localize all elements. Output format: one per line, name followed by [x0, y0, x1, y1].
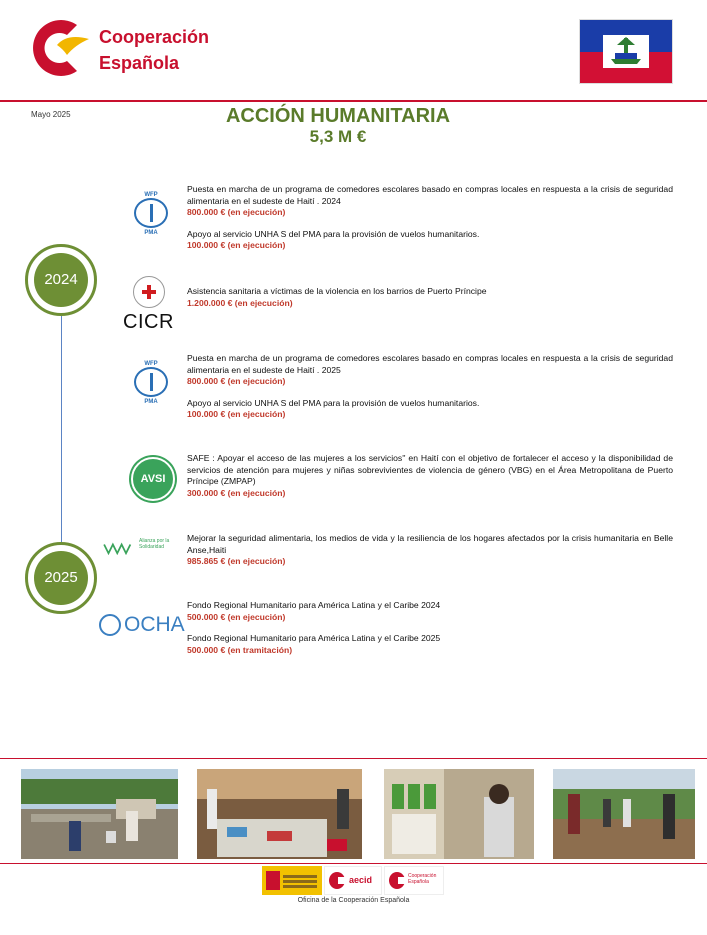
- brand-line-1: Cooperación: [99, 27, 210, 47]
- photos-divider-top: [0, 758, 707, 759]
- field-photo-meeting: [197, 769, 362, 859]
- gobierno-espana-logo-icon: [262, 866, 322, 895]
- timeline-year-2025: [25, 542, 97, 614]
- project-amount: 800.000 € (en ejecución): [187, 207, 286, 217]
- wfp-pma-logo-icon: WFP PMA: [132, 192, 170, 238]
- project-description: Asistencia sanitaria a víctimas de la violencia en los barrios de Puerto Príncipe: [187, 286, 487, 296]
- project-description: SAFE : Apoyar el acceso de las mujeres a los servicios'' en Haití con el objetivo de fortalecer el acceso y la disponibilidad de servicios de atención para mujeres y niñas sobrevivientes de violencia de género (VBG) en el Área Metropolitana de Puerto Príncipe (ZMPAP): [187, 453, 673, 486]
- aecid-logo-icon: aecid: [324, 866, 382, 895]
- header-divider: [0, 100, 707, 102]
- total-amount: 5,3 M €: [309, 127, 367, 146]
- project-amount: 800.000 € (en ejecución): [187, 376, 286, 386]
- project-description: Apoyo al servicio UNHA S del PMA para la provisión de vuelos humanitarios.: [187, 397, 480, 408]
- project-entry-cicr: [187, 286, 673, 309]
- year-label: 2024: [34, 253, 88, 307]
- avsi-logo-icon: AVSI: [131, 457, 175, 501]
- wfp-pma-logo-icon: WFP PMA: [132, 361, 170, 407]
- project-description: Fondo Regional Humanitario para América Latina y el Caribe 2024: [187, 600, 441, 610]
- project-description: Puesta en marcha de un programa de comedores escolares basado en compras locales en respuesta a la crisis de seguridad alimentaria en el sudeste de Haití . 2024: [187, 184, 673, 206]
- project-amount: 100.000 € (en ejecución): [187, 409, 286, 419]
- alianza-solidaridad-logo-icon: Alianza por la Solidaridad: [101, 537, 175, 559]
- project-entry-wfp-2025: [187, 353, 673, 421]
- project-amount: 500.000 € (en tramitación): [187, 644, 293, 655]
- project-description: Mejorar la seguridad alimentaria, los medios de vida y la resiliencia de los hogares afectados por la crisis humanitaria en Belle Anse,Haiti: [187, 533, 673, 555]
- brand-line-2: Española: [99, 53, 180, 73]
- footer-office: Oficina de la Cooperación Española: [297, 897, 410, 904]
- project-description: Puesta en marcha de un programa de comedores escolares basado en compras locales en respuesta a la crisis de seguridad alimentaria en el sudeste de Haití . 2025: [187, 353, 673, 375]
- ocha-logo-icon: OCHA: [99, 613, 181, 637]
- project-description: Fondo Regional Humanitario para América Latina y el Caribe 2025: [187, 633, 441, 643]
- haiti-flag-icon: [579, 19, 673, 84]
- project-entry-alianza: [187, 533, 673, 568]
- brand-name: [99, 24, 209, 76]
- project-entry-avsi: [187, 453, 673, 499]
- project-entry-wfp-2024: [187, 184, 673, 252]
- project-description: Apoyo al servicio UNHA S del PMA para la provisión de vuelos humanitarios.: [187, 228, 480, 239]
- project-entry-ocha: [187, 600, 673, 656]
- photos-divider-bottom: [0, 863, 707, 864]
- field-photo-handwashing: [21, 769, 178, 859]
- red-cross-icon: [133, 276, 165, 308]
- cooperacion-espanola-logo-icon: [27, 15, 91, 81]
- report-date: Mayo 2025: [31, 110, 71, 119]
- field-photo-agriculture: [553, 769, 695, 859]
- project-amount: 100.000 € (en ejecución): [187, 240, 286, 250]
- cooperacion-espanola-small-logo-icon: Cooperación Española: [384, 866, 444, 895]
- project-amount: 300.000 € (en ejecución): [187, 487, 286, 498]
- year-label: 2025: [34, 551, 88, 605]
- cicr-logo-text: CICR: [123, 311, 174, 333]
- timeline-year-2024: [25, 244, 97, 316]
- project-amount: 500.000 € (en ejecución): [187, 611, 286, 622]
- project-amount: 985.865 € (en ejecución): [187, 556, 286, 566]
- timeline-connector: [61, 316, 62, 548]
- project-amount: 1.200.000 € (en ejecución): [187, 297, 293, 308]
- field-photo-water-supplies: [384, 769, 534, 859]
- page-title: ACCIÓN HUMANITARIA: [225, 105, 451, 127]
